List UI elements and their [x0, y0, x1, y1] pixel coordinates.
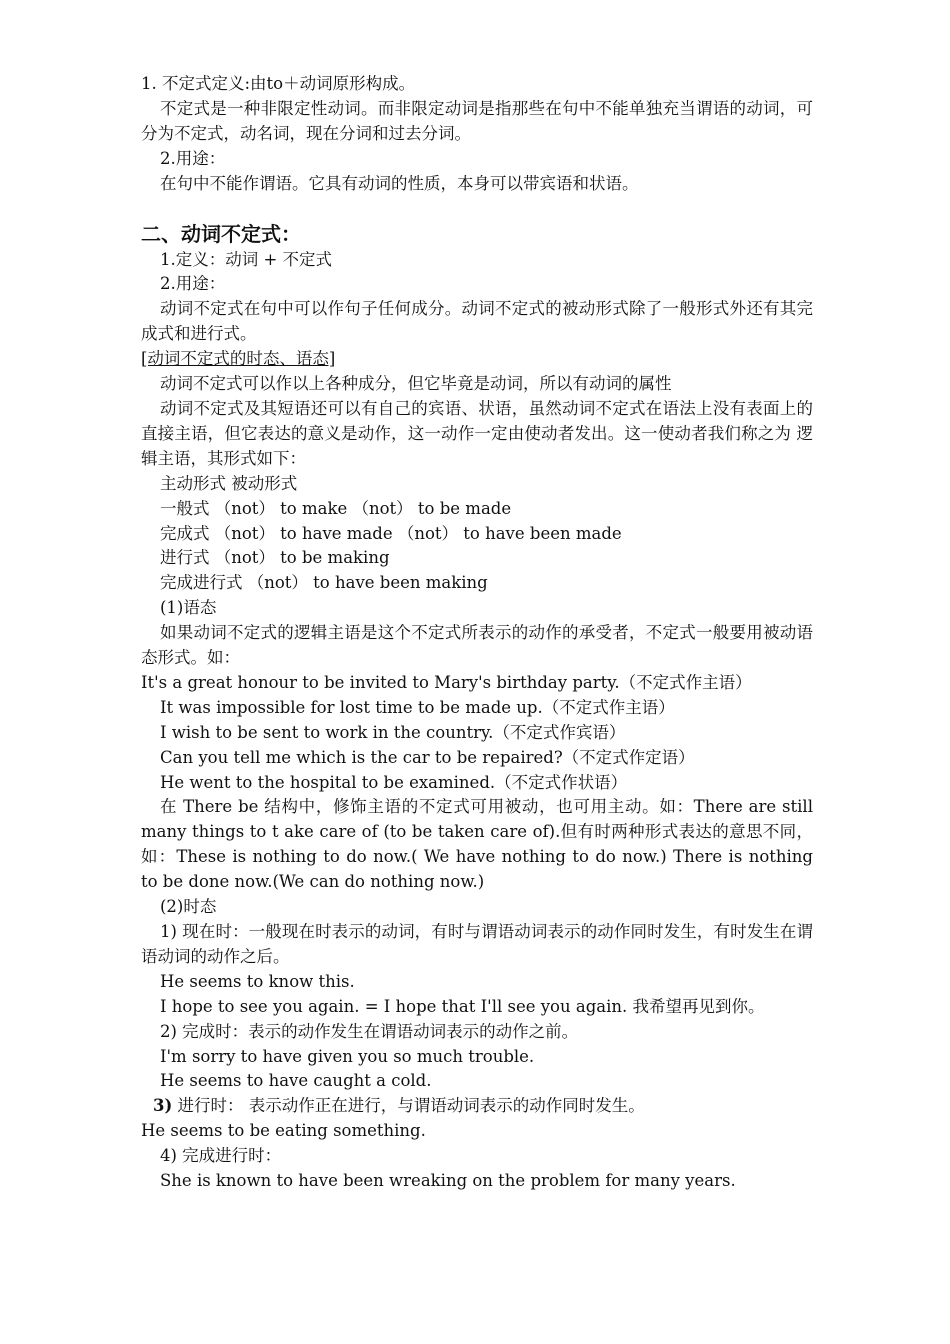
forms-header: 主动形式 被动形式: [160, 473, 298, 493]
item-number: 3): [153, 1096, 173, 1116]
paragraph: 4) 完成进行时：: [160, 1146, 282, 1166]
form-row: 完成式 （not） to have made （not） to have been made: [160, 523, 622, 543]
example-sentence: I wish to be sent to work in the country.（不定式作宾语）: [160, 722, 626, 742]
subsection-title: [动词不定式的时态、语态]: [141, 349, 336, 369]
definition-line: 1.定义：动词 + 不定式: [160, 249, 333, 269]
form-row: 一般式 （not） to make （not） to be made: [160, 498, 512, 518]
paragraph: [141, 1094, 813, 1119]
example-sentence: She is known to have been wreaking on the problem for many years.: [160, 1171, 736, 1191]
example-sentence: I'm sorry to have given you so much trouble.: [160, 1046, 535, 1066]
usage-label: 2.用途：: [160, 148, 226, 168]
form-row: 完成进行式 （not） to have been making: [160, 573, 488, 593]
example-sentence: I hope to see you again. = I hope that I'll see you again. 我希望再见到你。: [160, 996, 765, 1016]
paragraph: 在句中不能作谓语。它具有动词的性质，本身可以带宾语和状语。: [160, 173, 639, 193]
paragraph: 动词不定式在句中可以作句子任何成分。动词不定式的被动形式除了一般形式外还有其完成式和进行式。: [141, 299, 813, 344]
paragraph: 动词不定式及其短语还可以有自己的宾语、状语，虽然动词不定式在语法上没有表面上的直接主语，但它表达的意义是动作，这一动作一定由使动者发出。这一使动者我们称之为 逻辑主语，其形式如下：: [141, 398, 813, 468]
section-heading: 二、动词不定式：: [141, 221, 301, 246]
example-sentence: He seems to know this.: [160, 971, 355, 991]
infinitive-definition: 1. 不定式定义:由to＋动词原形构成。: [141, 74, 416, 93]
example-sentence: It's a great honour to be invited to Mary's birthday party.（不定式作主语）: [141, 672, 752, 692]
paragraph: 如果动词不定式的逻辑主语是这个不定式所表示的动作的承受者，不定式一般要用被动语态形式。如：: [141, 623, 813, 668]
paragraph: 2) 完成时：表示的动作发生在谓语动词表示的动作之前。: [160, 1021, 579, 1041]
example-sentence: He seems to have caught a cold.: [160, 1071, 432, 1091]
voice-label: (1)语态: [160, 598, 217, 618]
example-sentence: Can you tell me which is the car to be repaired?（不定式作定语）: [160, 747, 695, 767]
usage-label: 2.用途：: [160, 274, 226, 294]
paragraph: 不定式是一种非限定性动词。而非限定动词是指那些在句中不能单独充当谓语的动词，可分为不定式，动名词，现在分词和过去分词。: [141, 98, 813, 143]
tense-label: (2)时态: [160, 897, 217, 917]
form-row: 进行式 （not） to be making: [160, 548, 390, 568]
example-sentence: He went to the hospital to be examined.（不定式作状语）: [160, 772, 628, 792]
paragraph: 1) 现在时：一般现在时表示的动词，有时与谓语动词表示的动作同时发生，有时发生在谓语动词的动作之后。: [141, 922, 813, 966]
example-sentence: He seems to be eating something.: [141, 1121, 426, 1141]
document-page: [141, 72, 813, 1194]
paragraph: 在 There be 结构中，修饰主语的不定式可用被动，也可用主动。如：There are still many things to t ake care of (to be taken care of).但有时两种形式表达的意思不同，如：These is nothing to do now.( We have nothing to do now.) There is nothing to be done now.(We can do nothing now.): [141, 797, 813, 892]
paragraph: 动词不定式可以作以上各种成分，但它毕竟是动词，所以有动词的属性: [160, 374, 672, 394]
example-sentence: It was impossible for lost time to be made up.（不定式作主语）: [160, 697, 675, 717]
item-text: 进行时： 表示动作正在进行，与谓语动词表示的动作同时发生。: [172, 1096, 645, 1116]
